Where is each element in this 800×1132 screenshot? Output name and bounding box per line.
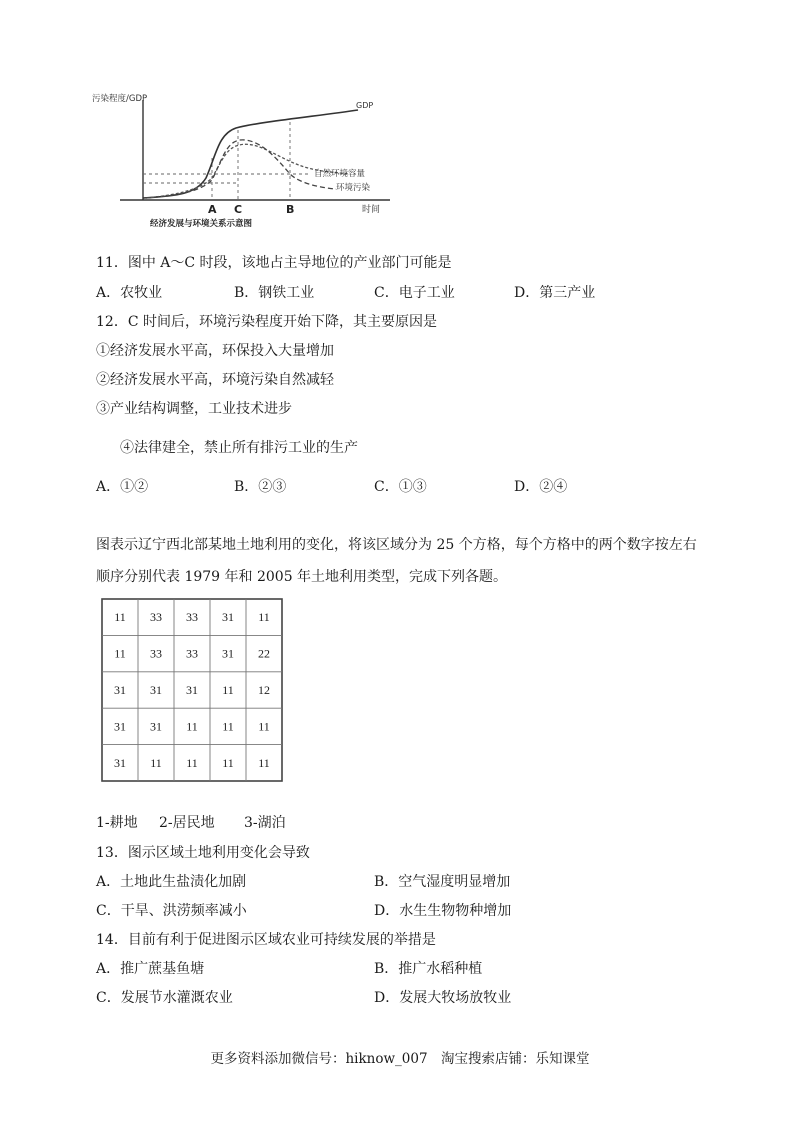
- q12-item-2: ②经济发展水平高，环境污染自然减轻: [96, 372, 334, 388]
- legend-residential: 2-居民地: [159, 815, 215, 831]
- grid-cell-r5-c5: 11: [258, 755, 270, 770]
- q13-option-b[interactable]: B．空气湿度明显增加: [374, 874, 511, 890]
- grid-cell-r5-c3: 11: [186, 755, 198, 770]
- grid-cell-r2-c5: 22: [258, 646, 270, 661]
- chart-gdp-curve: [143, 110, 358, 198]
- grid-cell-r3-c5: 12: [258, 683, 270, 697]
- chart-pollution-curve: [146, 140, 336, 198]
- chart-caption: 经济发展与环境关系示意图: [150, 219, 253, 229]
- intro-line-1: 图表示辽宁西北部某地土地利用的变化，将该区域分为 25 个方格，每个方格中的两个数字按左右: [96, 537, 697, 553]
- grid-cell-r4-c1: 31: [114, 719, 126, 734]
- q11-option-b[interactable]: B．钢铁工业: [234, 285, 315, 301]
- q13-option-a[interactable]: A．土地此生盐渍化加剧: [96, 874, 247, 890]
- grid-cell-r2-c3: 33: [186, 646, 198, 661]
- q14-option-a[interactable]: A．推广蔗基鱼塘: [96, 961, 205, 977]
- q11-stem: 11．图中 A～C 时段，该地占主导地位的产业部门可能是: [96, 255, 452, 271]
- q12-item-1: ①经济发展水平高，环保投入大量增加: [96, 343, 334, 359]
- grid-cell-r2-c1: 11: [114, 646, 126, 661]
- footer-note: 更多资料添加微信号：hiknow_007 淘宝搜索店铺：乐知课堂: [210, 1051, 590, 1067]
- q14-option-c[interactable]: C．发展节水灌溉农业: [96, 990, 233, 1006]
- q14-option-b[interactable]: B．推广水稻种植: [374, 961, 483, 977]
- q11-option-d[interactable]: D．第三产业: [514, 285, 596, 301]
- grid-cell-r1-c5: 11: [258, 610, 270, 625]
- chart-mark-b: B: [286, 203, 295, 216]
- q11-option-a[interactable]: A．农牧业: [96, 285, 163, 301]
- land-use-grid: [100, 597, 284, 783]
- grid-cell-r1-c3: 33: [186, 610, 198, 625]
- grid-cell-r1-c1: 11: [114, 610, 126, 625]
- grid-cell-r1-c4: 31: [222, 610, 234, 625]
- q14-stem: 14．目前有利于促进图示区域农业可持续发展的举措是: [96, 932, 436, 948]
- q12-option-d[interactable]: D．②④: [514, 479, 568, 495]
- chart-mark-c: C: [234, 203, 243, 216]
- chart-pollution-label: 环境污染: [336, 183, 371, 193]
- legend-cropland: 1-耕地: [96, 815, 138, 831]
- q11-option-c[interactable]: C．电子工业: [374, 285, 455, 301]
- legend-lake: 3-湖泊: [244, 815, 286, 831]
- grid-cell-r5-c4: 11: [222, 755, 234, 770]
- intro-line-2: 顺序分别代表 1979 年和 2005 年土地利用类型，完成下列各题。: [96, 569, 508, 585]
- grid-cell-r4-c5: 11: [258, 719, 270, 734]
- q12-item-3: ③产业结构调整，工业技术进步: [96, 401, 292, 417]
- chart-y-label: 污染程度/GDP: [92, 94, 148, 104]
- chart-mark-a: A: [208, 203, 217, 216]
- q13-stem: 13．图示区域土地利用变化会导致: [96, 845, 310, 861]
- q13-option-c[interactable]: C．干旱、洪涝频率减小: [96, 903, 247, 919]
- chart-x-label: 时间: [362, 205, 381, 215]
- q12-option-c[interactable]: C．①③: [374, 479, 427, 495]
- grid-cell-r3-c4: 11: [222, 683, 234, 697]
- grid-cell-r1-c2: 33: [150, 610, 162, 625]
- grid-cell-r2-c4: 31: [222, 646, 234, 661]
- grid-cell-r5-c2: 11: [150, 755, 162, 770]
- grid-cell-r3-c1: 31: [114, 683, 126, 697]
- q12-option-a[interactable]: A．①②: [96, 479, 149, 495]
- q14-option-d[interactable]: D．发展大牧场放牧业: [374, 990, 512, 1006]
- q13-option-d[interactable]: D．水生生物物种增加: [374, 903, 512, 919]
- grid-cell-r4-c4: 11: [222, 719, 234, 734]
- q12-option-b[interactable]: B．②③: [234, 479, 287, 495]
- q12-stem: 12．C 时间后，环境污染程度开始下降，其主要原因是: [96, 314, 437, 330]
- grid-cell-r4-c3: 11: [186, 719, 198, 734]
- grid-cell-r3-c2: 31: [150, 683, 162, 697]
- grid-cell-r2-c2: 33: [150, 646, 162, 661]
- grid-cell-r3-c3: 31: [186, 683, 198, 697]
- economy-environment-chart: [92, 90, 408, 232]
- grid-cell-r4-c2: 31: [150, 719, 162, 734]
- chart-capacity-label: 自然环境容量: [314, 169, 366, 179]
- q12-item-4: ④法律建全，禁止所有排污工业的生产: [120, 440, 358, 456]
- grid-cell-r5-c1: 31: [114, 755, 126, 770]
- chart-gdp-label: GDP: [356, 101, 374, 110]
